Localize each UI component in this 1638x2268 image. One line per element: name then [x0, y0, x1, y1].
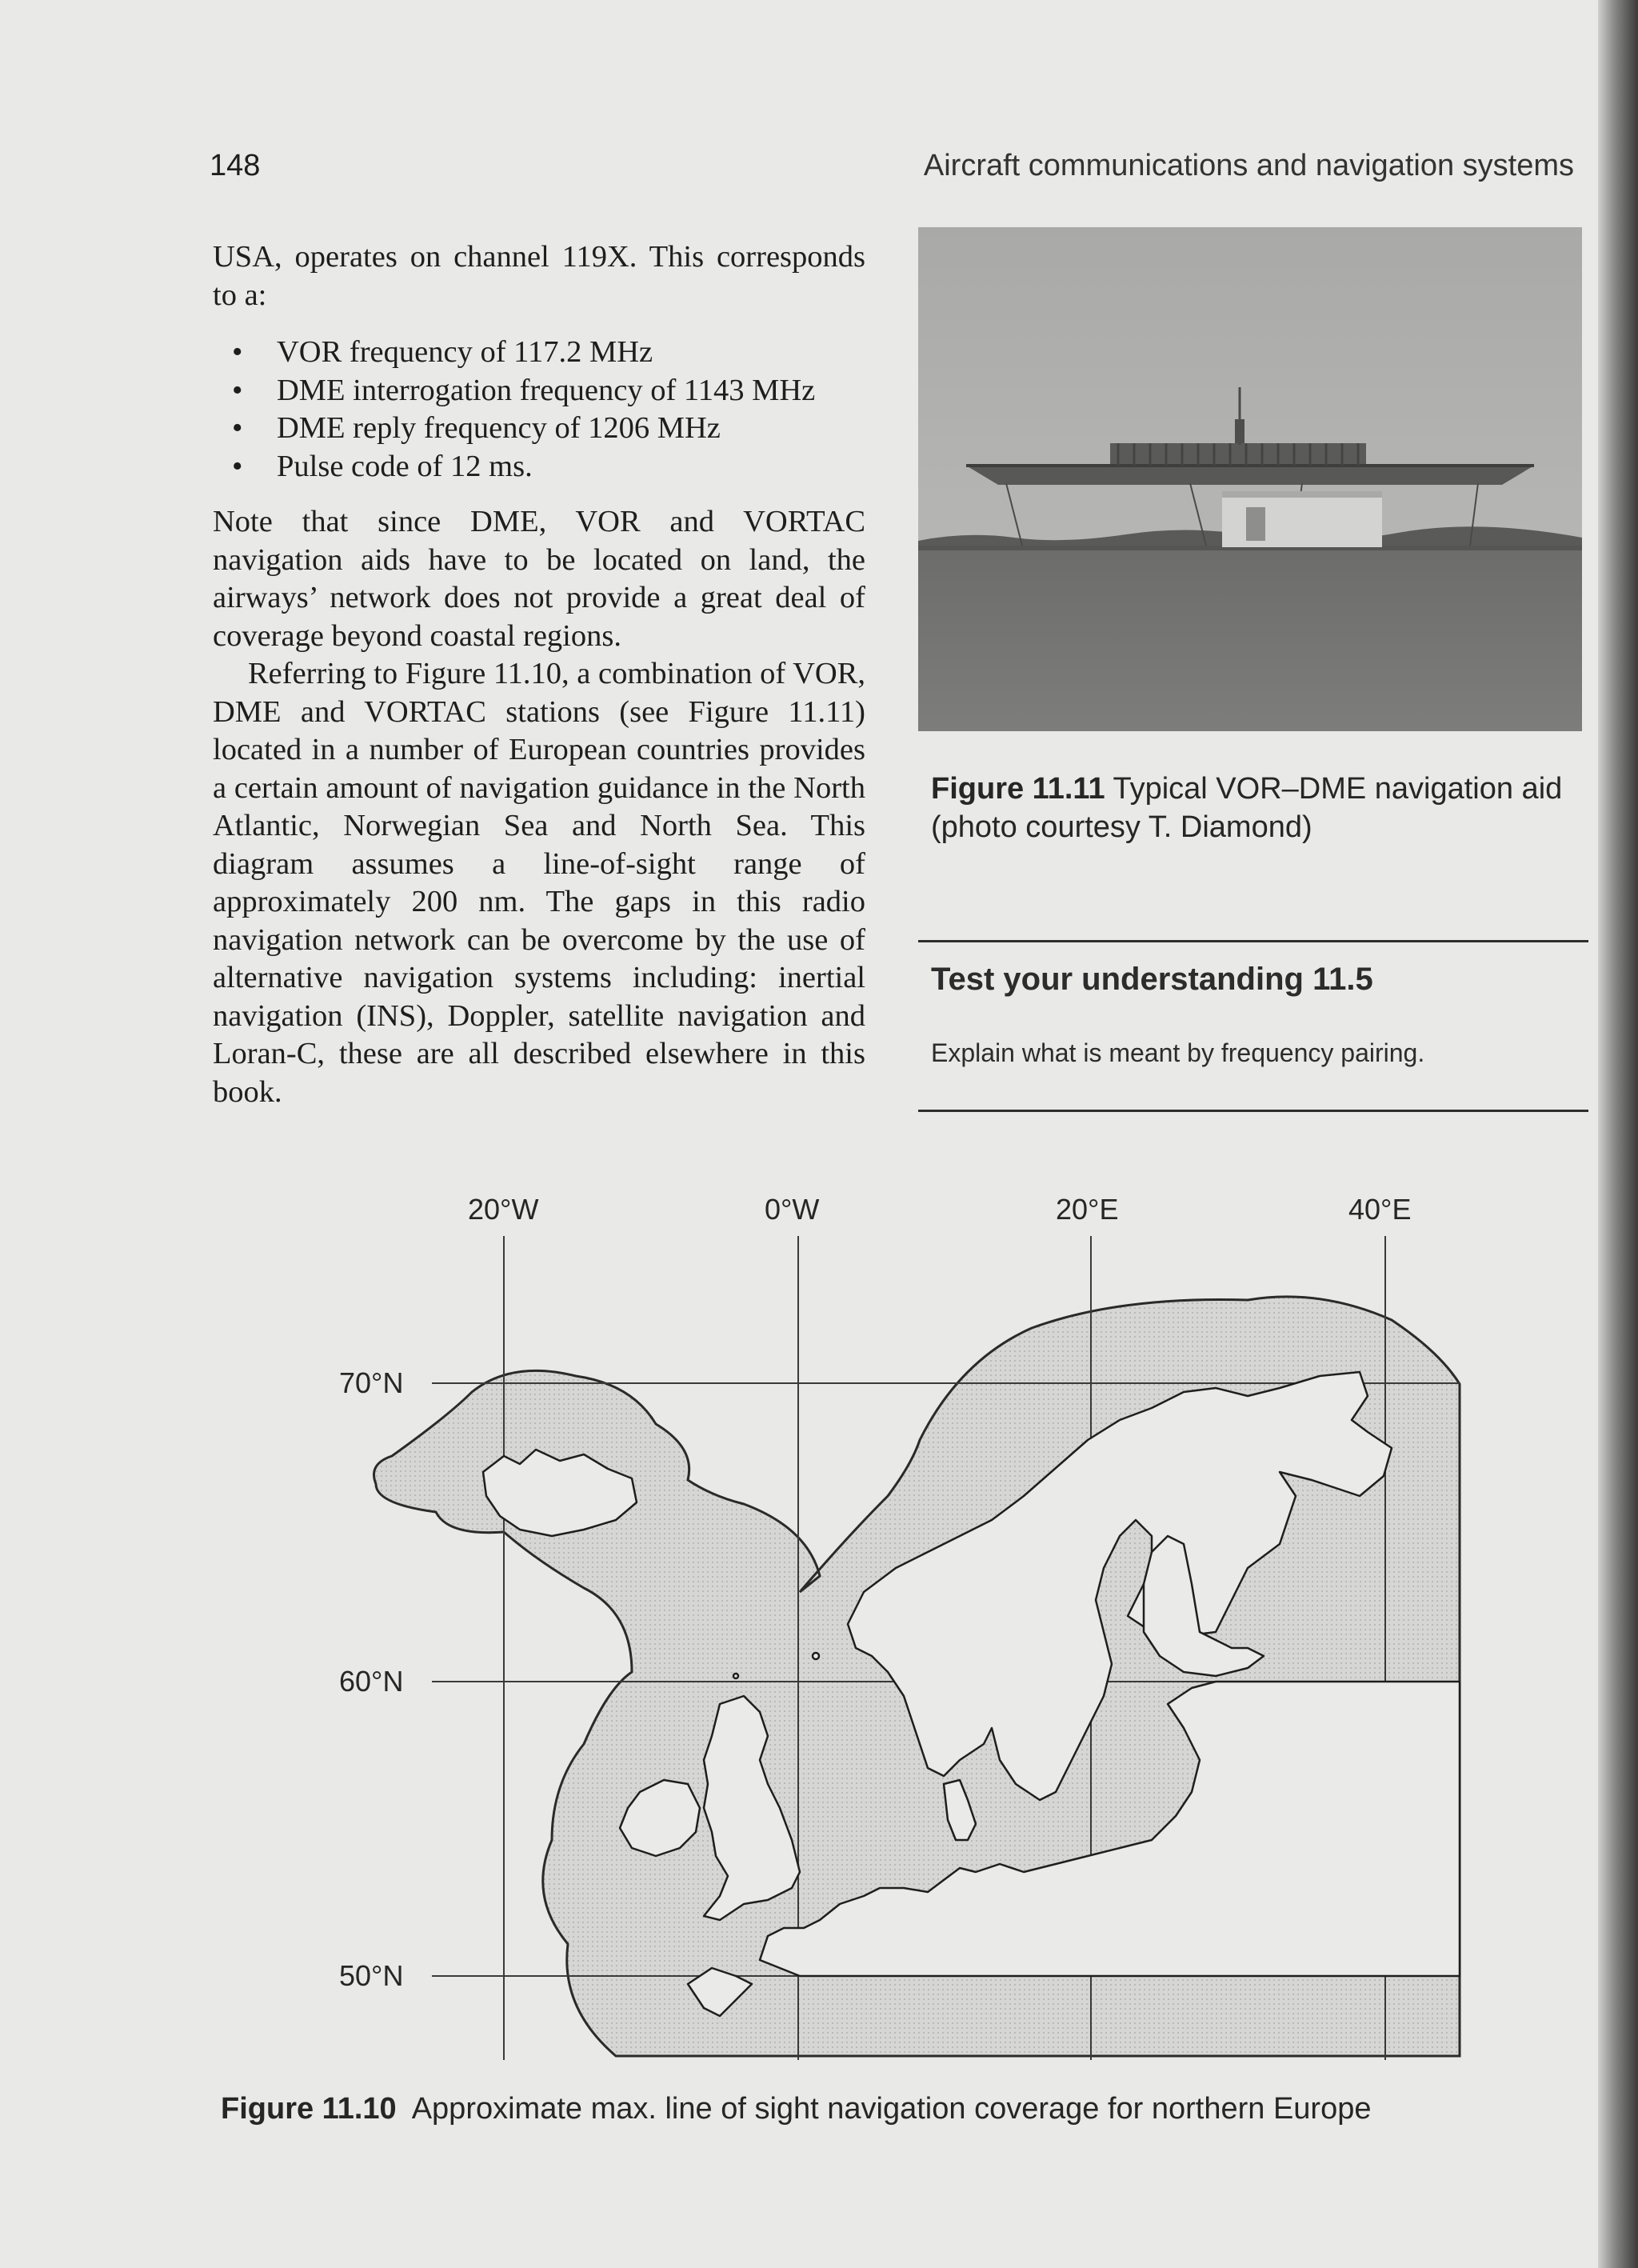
- list-item: • DME reply frequency of 1206 MHz: [213, 410, 865, 448]
- page-number: 148: [210, 149, 261, 182]
- note-paragraph: Note that since DME, VOR and VORTAC navigation aids have to be located on land, the airways’ network does not provide a great deal of coverage beyond coastal regions.: [213, 505, 865, 653]
- list-item: • DME interrogation frequency of 1143 MHz: [213, 372, 865, 410]
- running-head: Aircraft communications and navigation systems: [923, 149, 1574, 182]
- figure-11-10-caption: [221, 2092, 1372, 2126]
- test-box-question: Explain what is meant by frequency pairing.: [931, 1038, 1425, 1067]
- list-item: • Pulse code of 12 ms.: [213, 448, 865, 486]
- latitude-label: 70°N: [339, 1366, 404, 1399]
- longitude-label: 40°E: [1348, 1193, 1412, 1226]
- latitude-label: 60°N: [339, 1665, 404, 1698]
- intro-paragraph: USA, operates on channel 119X. This corresponds to a:: [213, 240, 865, 312]
- list-item: • VOR frequency of 117.2 MHz: [213, 334, 865, 372]
- longitude-label: 20°W: [468, 1193, 539, 1226]
- longitude-label: 20°E: [1056, 1193, 1119, 1226]
- longitude-label: 0°W: [765, 1193, 820, 1226]
- latitude-label: 50°N: [339, 1959, 404, 1992]
- figure-label: Figure 11.11: [931, 772, 1105, 806]
- figure-label: Figure 11.10: [221, 2092, 397, 2126]
- figure-caption-text: Approximate max. line of sight navigation coverage for northern Europe: [411, 2092, 1372, 2126]
- island-shape: [733, 1674, 738, 1678]
- test-box-title: Test your understanding 11.5: [931, 962, 1373, 997]
- coverage-paragraph: Referring to Figure 11.10, a combination of VOR, DME and VORTAC stations (see Figure 11.11) located in a number of European countries provides a certain amount of navigation guidance in the North Atlantic, Norwegian Sea and North Sea. This diagram assumes a line-of-sight range of approximately 200 nm. The gaps in this radio navigation network can be overcome by the use of alternative navigation systems including: inertial navigation (INS), Doppler, satellite navigation and Loran-C, these are all described elsewhere in this book.: [213, 657, 866, 1109]
- figure-caption-text: Typical VOR–DME navigation aid (photo courtesy T. Diamond): [931, 772, 1563, 844]
- island-shape: [813, 1653, 819, 1659]
